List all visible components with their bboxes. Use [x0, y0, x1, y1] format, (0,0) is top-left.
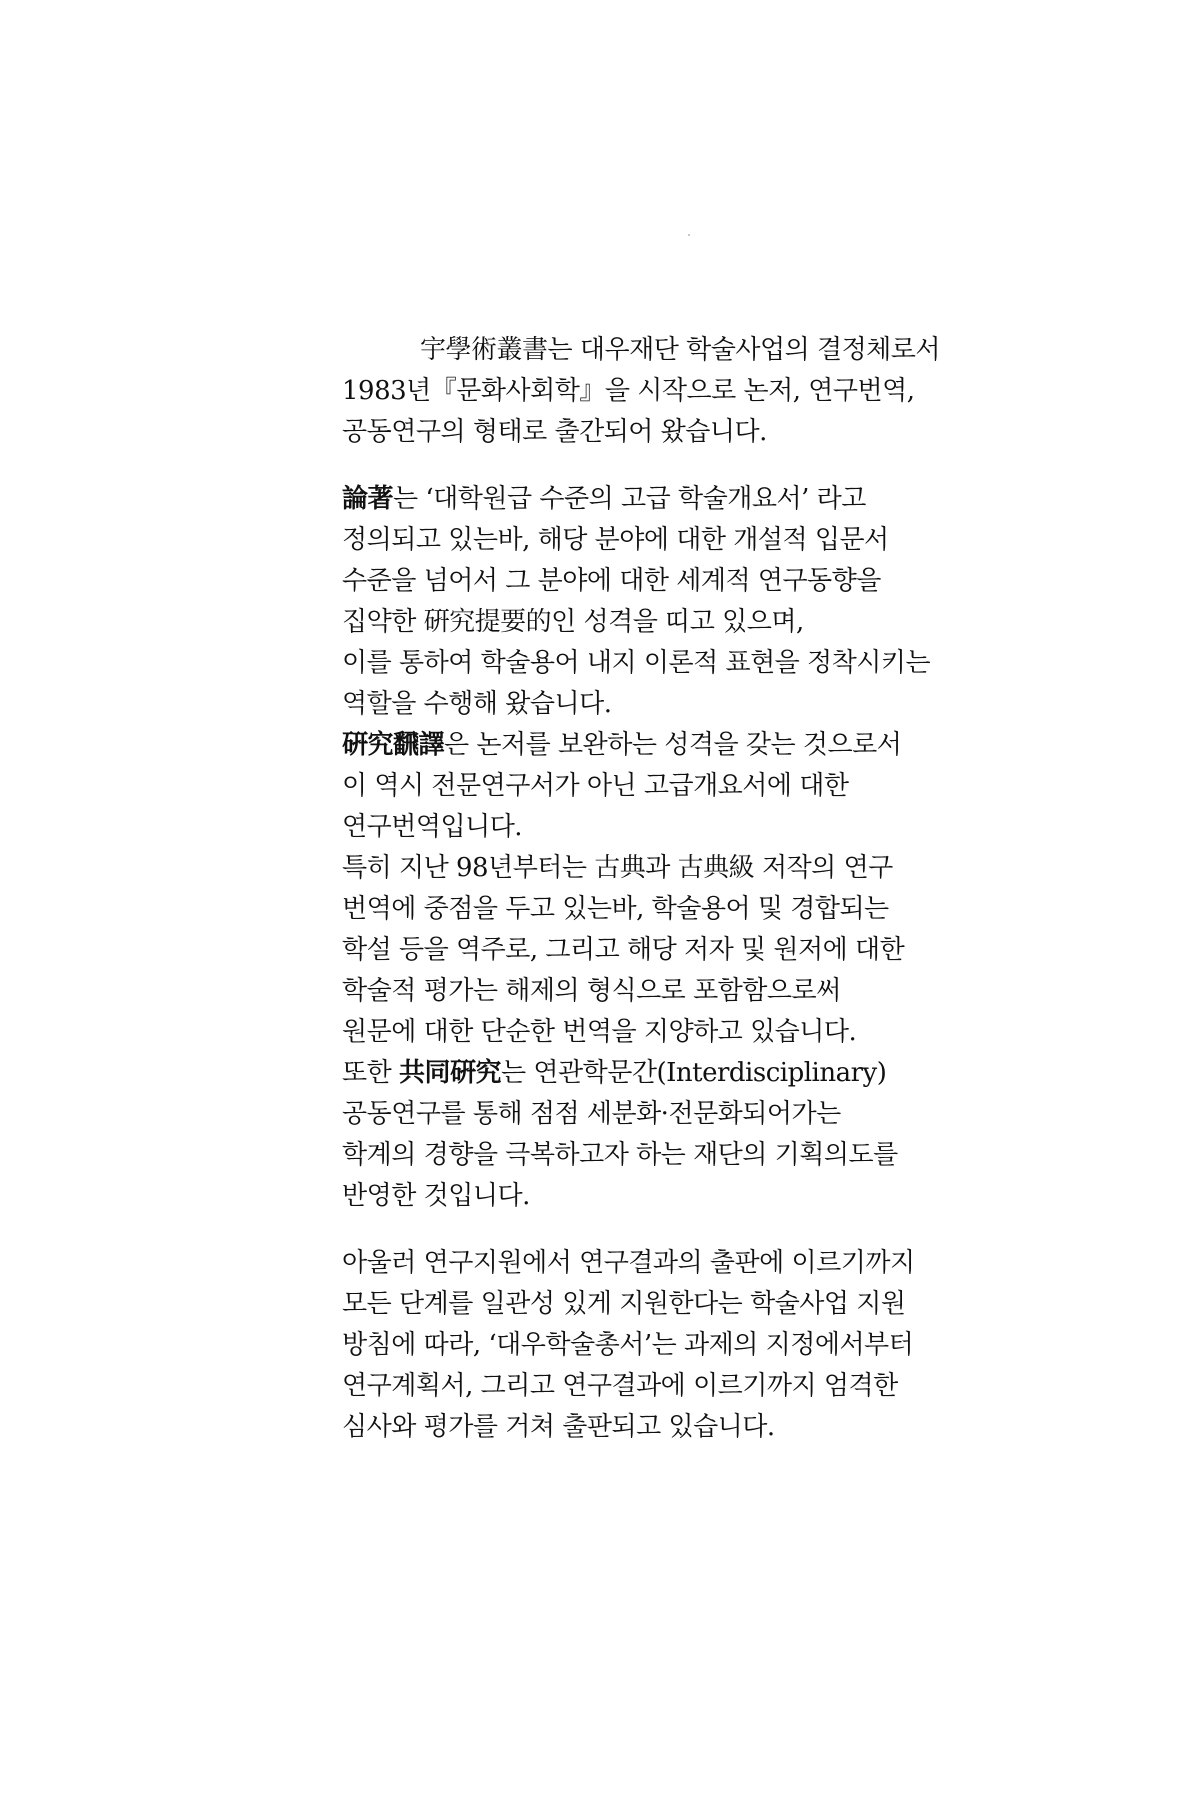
translation-term: 硏究飜譯 [342, 730, 445, 760]
joint-term: 共同硏究 [399, 1058, 502, 1088]
paragraph-gap [342, 453, 922, 479]
text-line: 집약한 硏究提要的인 성격을 띠고 있으며, [342, 607, 804, 637]
joint-paragraph [342, 1053, 922, 1217]
treatise-paragraph [342, 479, 931, 725]
text-line: 모든 단계를 일관성 있게 지원한다는 학술사업 지원 [342, 1289, 906, 1319]
translation-paragraph [342, 725, 922, 1053]
paragraph-gap [342, 1217, 922, 1243]
text-line: 학설 등을 역주로, 그리고 해당 저자 및 원저에 대한 [342, 935, 905, 965]
text-line: 학계의 경향을 극복하고자 하는 재단의 기획의도를 [342, 1140, 898, 1170]
text-line: 이 역시 전문연구서가 아닌 고급개요서에 대한 [342, 771, 849, 801]
text-line: 역할을 수행해 왔습니다. [342, 689, 612, 719]
text-line: 이를 통하여 학술용어 내지 이론적 표현을 정착시키는 [342, 648, 931, 678]
text-line: 심사와 평가를 거쳐 출판되고 있습니다. [342, 1412, 775, 1442]
text-span: 은 논저를 보완하는 성격을 갖는 것으로서 [444, 730, 902, 760]
text-line: 반영한 것입니다. [342, 1181, 530, 1211]
text-line: 학술적 평가는 해제의 형식으로 포함함으로써 [342, 976, 841, 1006]
text-line [342, 725, 922, 766]
text-line: 연구계획서, 그리고 연구결과에 이르기까지 엄격한 [342, 1371, 898, 1401]
text-line: 宇學術叢書는 대우재단 학술사업의 결정체로서 [420, 335, 941, 365]
text-line: 아울러 연구지원에서 연구결과의 출판에 이르기까지 [342, 1248, 915, 1278]
text-line: 1983년『문화사회학』을 시작으로 논저, 연구번역, [342, 376, 915, 406]
text-line: 원문에 대한 단순한 번역을 지양하고 있습니다. [342, 1017, 857, 1047]
text-line: 방침에 따라, ‘대우학술총서’는 과제의 지정에서부터 [342, 1330, 914, 1360]
text-line: 정의되고 있는바, 해당 분야에 대한 개설적 입문서 [342, 525, 889, 555]
closing-paragraph [342, 1243, 922, 1448]
text-span: 또한 [342, 1058, 399, 1088]
text-line: 공동연구의 형태로 출간되어 왔습니다. [342, 417, 767, 447]
text-line: 수준을 넘어서 그 분야에 대한 세계적 연구동향을 [342, 566, 881, 596]
text-line: 번역에 중점을 두고 있는바, 학술용어 및 경합되는 [342, 894, 889, 924]
text-line [342, 1053, 922, 1094]
text-span: 는 ‘대학원급 수준의 고급 학술개요서’ 라고 [393, 484, 866, 514]
text-line: 연구번역입니다. [342, 812, 523, 842]
text-line: 공동연구를 통해 점점 세분화·전문화되어가는 [342, 1099, 841, 1129]
text-span: 는 연관학문간(Interdisciplinary) [501, 1058, 887, 1088]
series-description [342, 330, 941, 1448]
treatise-term: 論著 [342, 484, 394, 514]
text-line [342, 479, 922, 520]
scan-speck [688, 234, 690, 236]
text-line: 특히 지난 98년부터는 古典과 古典級 저작의 연구 [342, 853, 893, 883]
intro-paragraph [342, 330, 941, 453]
